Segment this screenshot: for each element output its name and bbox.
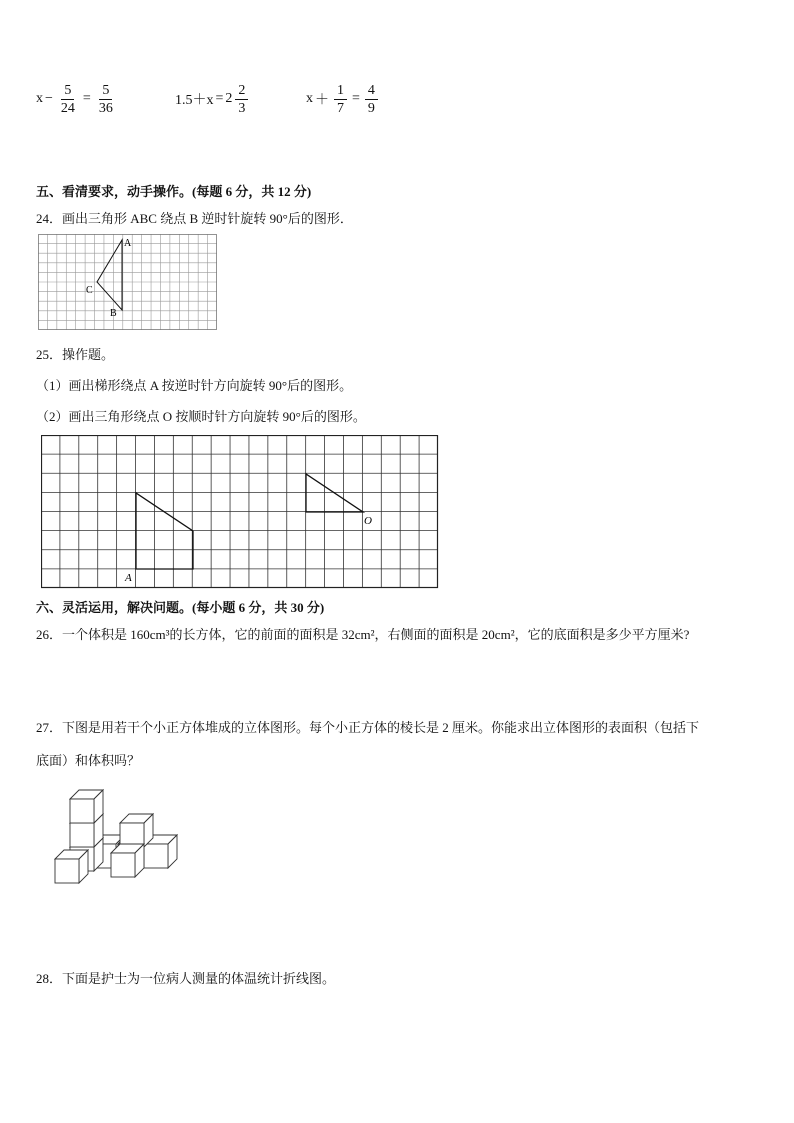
eq1-frac1-numerator: 5: [61, 82, 74, 100]
eq1-var: x: [36, 91, 43, 106]
question-24-text: 24．画出三角形 ABC 绕点 B 逆时针旋转 90°后的图形．: [36, 211, 353, 226]
eq1-fraction-1: [58, 82, 78, 117]
eq3-frac2-denominator: 9: [367, 100, 375, 116]
eq1-frac2-numerator: 5: [99, 82, 112, 100]
eq3-var: x: [306, 91, 313, 106]
question-28-text: 28．下面是护士为一位病人测量的体温统计折线图。: [36, 971, 336, 986]
q24-label-b: B: [110, 308, 117, 319]
q27-cubes-figure: [50, 782, 185, 892]
cube-front-face: [144, 844, 168, 868]
eq2-equals: =: [215, 91, 224, 106]
q25-label-o: O: [364, 515, 372, 527]
q24-label-a: A: [124, 238, 132, 249]
q27-cubes: [55, 790, 177, 883]
q24-triangle-abc: [97, 240, 122, 310]
eq2-lhs: 1.5＋x: [175, 93, 214, 108]
q25-label-a: A: [125, 572, 132, 584]
cube-front-face: [55, 859, 79, 883]
eq3-frac1-denominator: 7: [337, 100, 344, 116]
section-6-title: 六、灵活运用，解决问题。(每小题 6 分，共 30 分): [36, 600, 325, 615]
q25-triangle: [306, 474, 363, 512]
eq3-fraction-1: [334, 82, 347, 117]
q25-grid-figure: [41, 435, 439, 589]
eq2-frac-numerator: 2: [235, 82, 248, 100]
eq1-fraction-2: [96, 82, 116, 117]
eq1-op: −: [45, 91, 53, 106]
eq1-frac2-denominator: 36: [98, 100, 113, 116]
question-25-sub-2: （2）画出三角形绕点 O 按顺时针方向旋转 90°后的图形。: [36, 409, 366, 424]
cube-front-face: [120, 823, 144, 847]
equation-3: [306, 78, 381, 120]
q25-grid-lines: [41, 435, 438, 588]
question-27-line-1: 27．下图是用若干个小正方体堆成的立体图形。每个小正方体的棱长是 2 厘米。你能求出立体图形的表面积（包括下: [36, 720, 700, 735]
eq3-frac2-numerator: 4: [365, 82, 378, 100]
eq1-frac1-denominator: 24: [60, 100, 75, 116]
eq3-frac1-numerator: 1: [334, 82, 347, 100]
eq2-fraction: [235, 82, 248, 117]
question-27-line-2: 底面）和体积吗？: [36, 753, 141, 768]
q24-grid-figure: [38, 234, 218, 331]
eq3-equals: =: [352, 91, 360, 106]
cube-front-face: [70, 799, 94, 823]
equation-1: [36, 78, 119, 120]
question-25-sub-1: （1）画出梯形绕点 A 按逆时针方向旋转 90°后的图形。: [36, 378, 353, 393]
question-26-text: 26．一个体积是 160cm³的长方体，它的前面的面积是 32cm²，右侧面的面积是 20cm²，它的底面积是多少平方厘米?: [36, 627, 690, 642]
equation-2: [175, 78, 251, 120]
q24-label-c: C: [86, 285, 93, 296]
cube-front-face: [70, 823, 94, 847]
eq2-whole: 2: [225, 91, 233, 106]
cube-front-face: [111, 853, 135, 877]
section-5-title: 五、看清要求，动手操作。(每题 6 分，共 12 分): [36, 184, 312, 199]
eq3-fraction-2: [365, 82, 378, 117]
eq1-equals: =: [82, 91, 91, 106]
question-25-text: 25．操作题。: [36, 347, 115, 362]
eq2-frac-denominator: 3: [238, 100, 246, 116]
eq3-op: ＋: [315, 93, 329, 108]
